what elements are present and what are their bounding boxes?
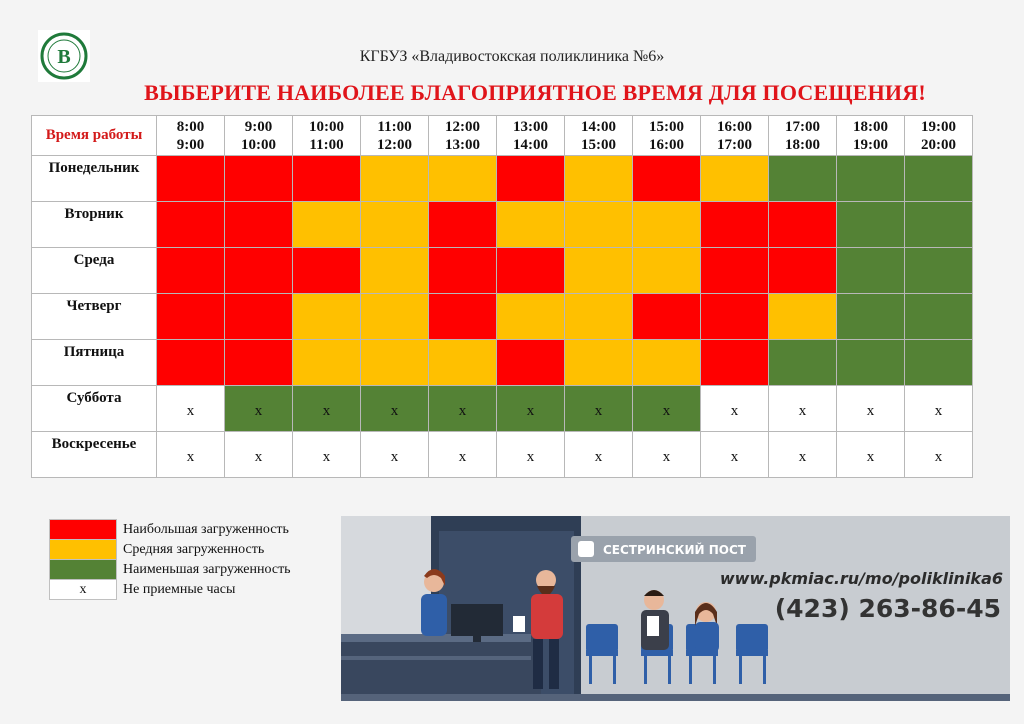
schedule-row — [32, 294, 973, 340]
load-cell-medium — [293, 340, 361, 386]
load-cell-closed: x — [565, 432, 633, 478]
load-cell-medium — [565, 248, 633, 294]
load-cell-high — [293, 248, 361, 294]
work-hours-label: Время работы — [32, 116, 157, 156]
load-cell-high — [769, 248, 837, 294]
slot-end: 11:00 — [309, 136, 344, 153]
schedule-row — [32, 202, 973, 248]
load-cell-high — [429, 294, 497, 340]
legend-item — [50, 540, 292, 560]
slot-end: 13:00 — [445, 136, 480, 153]
load-cell-closed: x — [701, 386, 769, 432]
load-cell-closed: x — [769, 386, 837, 432]
load-cell-low: x — [293, 386, 361, 432]
load-cell-medium — [293, 202, 361, 248]
legend-item — [50, 580, 292, 600]
schedule-body — [32, 156, 973, 478]
schedule-row — [32, 432, 973, 478]
load-cell-high — [497, 248, 565, 294]
load-cell-high — [633, 156, 701, 202]
load-cell-closed: x — [905, 432, 973, 478]
time-slot-header — [293, 116, 361, 156]
load-cell-closed: x — [361, 432, 429, 478]
load-cell-low: x — [225, 386, 293, 432]
load-cell-low — [837, 202, 905, 248]
slot-start: 8:00 — [176, 118, 205, 135]
load-cell-medium — [701, 156, 769, 202]
slot-end: 10:00 — [241, 136, 276, 153]
load-cell-high — [225, 202, 293, 248]
day-label: Воскресенье — [32, 432, 157, 478]
day-label: Понедельник — [32, 156, 157, 202]
banner-phone: (423) 263-86-45 — [774, 594, 1001, 623]
load-cell-medium — [497, 202, 565, 248]
schedule-table — [31, 115, 973, 478]
load-cell-medium — [293, 294, 361, 340]
slot-start: 14:00 — [581, 118, 616, 135]
load-cell-low — [905, 340, 973, 386]
load-cell-high — [497, 156, 565, 202]
load-cell-closed: x — [157, 386, 225, 432]
load-cell-low — [837, 156, 905, 202]
load-cell-closed: x — [157, 432, 225, 478]
time-slot-header — [905, 116, 973, 156]
load-cell-high — [701, 248, 769, 294]
load-cell-low — [905, 294, 973, 340]
load-cell-medium — [429, 340, 497, 386]
load-cell-low — [769, 156, 837, 202]
load-cell-low: x — [361, 386, 429, 432]
slot-start: 9:00 — [244, 118, 273, 135]
day-label: Вторник — [32, 202, 157, 248]
load-cell-high — [225, 156, 293, 202]
legend-label: Наименьшая загруженность — [123, 561, 291, 577]
day-label: Четверг — [32, 294, 157, 340]
load-cell-medium — [769, 294, 837, 340]
load-cell-low: x — [565, 386, 633, 432]
schedule-row — [32, 156, 973, 202]
time-slot-header — [633, 116, 701, 156]
schedule-row — [32, 340, 973, 386]
banner-url: www.pkmiac.ru/mo/poliklinika6 — [719, 569, 1003, 588]
load-cell-medium — [361, 202, 429, 248]
load-cell-medium — [361, 248, 429, 294]
banner-illustration — [341, 516, 1010, 701]
load-cell-high — [293, 156, 361, 202]
load-cell-medium — [565, 202, 633, 248]
load-cell-closed: x — [769, 432, 837, 478]
load-cell-medium — [633, 202, 701, 248]
load-cell-high — [225, 248, 293, 294]
slot-end: 9:00 — [176, 136, 205, 153]
load-cell-low — [905, 156, 973, 202]
time-slot-header — [429, 116, 497, 156]
load-cell-high — [701, 340, 769, 386]
slot-start: 10:00 — [309, 118, 344, 135]
load-cell-closed: x — [429, 432, 497, 478]
slot-start: 19:00 — [921, 118, 956, 135]
load-cell-closed: x — [837, 386, 905, 432]
load-cell-closed: x — [701, 432, 769, 478]
nurse-post-sign: СЕСТРИНСКИЙ ПОСТ — [603, 543, 746, 557]
legend — [49, 519, 292, 600]
load-cell-medium — [429, 156, 497, 202]
time-slot-header — [565, 116, 633, 156]
logo-letter: В — [57, 46, 71, 68]
load-cell-high — [157, 294, 225, 340]
load-cell-low: x — [633, 386, 701, 432]
slot-end: 14:00 — [513, 136, 548, 153]
organization-name: КГБУЗ «Владивостокская поликлиника №6» — [359, 48, 665, 65]
slot-start: 17:00 — [785, 118, 820, 135]
load-cell-low: x — [497, 386, 565, 432]
day-label: Пятница — [32, 340, 157, 386]
load-cell-high — [225, 340, 293, 386]
legend-swatch — [50, 520, 117, 540]
load-cell-low: x — [429, 386, 497, 432]
load-cell-high — [157, 202, 225, 248]
load-cell-medium — [361, 294, 429, 340]
load-cell-medium — [565, 294, 633, 340]
slot-end: 18:00 — [785, 136, 820, 153]
load-cell-high — [497, 340, 565, 386]
load-cell-closed: x — [837, 432, 905, 478]
time-slot-header — [497, 116, 565, 156]
schedule-row — [32, 248, 973, 294]
load-cell-medium — [565, 156, 633, 202]
legend-item — [50, 560, 292, 580]
time-slot-header — [837, 116, 905, 156]
load-cell-high — [157, 248, 225, 294]
slot-start: 11:00 — [377, 118, 412, 135]
load-cell-high — [701, 202, 769, 248]
load-cell-medium — [497, 294, 565, 340]
slot-end: 12:00 — [377, 136, 412, 153]
load-cell-closed: x — [633, 432, 701, 478]
load-cell-medium — [361, 340, 429, 386]
time-slot-header — [701, 116, 769, 156]
legend-swatch — [50, 560, 117, 580]
load-cell-medium — [633, 340, 701, 386]
slot-start: 16:00 — [717, 118, 752, 135]
slot-start: 13:00 — [513, 118, 548, 135]
slot-end: 20:00 — [921, 136, 956, 153]
load-cell-medium — [633, 248, 701, 294]
schedule-row — [32, 386, 973, 432]
slot-end: 16:00 — [649, 136, 684, 153]
load-cell-high — [225, 294, 293, 340]
slot-end: 17:00 — [717, 136, 752, 153]
load-cell-low — [837, 294, 905, 340]
time-slot-header — [769, 116, 837, 156]
load-cell-closed: x — [225, 432, 293, 478]
slot-end: 19:00 — [853, 136, 888, 153]
load-cell-low — [837, 340, 905, 386]
load-cell-high — [429, 248, 497, 294]
load-cell-closed: x — [905, 386, 973, 432]
legend-swatch: x — [50, 580, 117, 600]
load-cell-closed: x — [497, 432, 565, 478]
load-cell-medium — [565, 340, 633, 386]
load-cell-high — [157, 340, 225, 386]
load-cell-high — [429, 202, 497, 248]
load-cell-low — [837, 248, 905, 294]
day-label: Суббота — [32, 386, 157, 432]
time-slot-header — [157, 116, 225, 156]
page-headline: ВЫБЕРИТЕ НАИБОЛЕЕ БЛАГОПРИЯТНОЕ ВРЕМЯ ДЛЯ ПОСЕЩЕНИЯ! — [144, 80, 926, 105]
legend-swatch — [50, 540, 117, 560]
slot-end: 15:00 — [581, 136, 616, 153]
load-cell-low — [769, 340, 837, 386]
slot-start: 18:00 — [853, 118, 888, 135]
load-cell-high — [633, 294, 701, 340]
load-cell-high — [769, 202, 837, 248]
load-cell-medium — [361, 156, 429, 202]
slot-start: 15:00 — [649, 118, 684, 135]
legend-label: Наибольшая загруженность — [123, 521, 289, 537]
legend-label: Не приемные часы — [123, 581, 236, 597]
legend-label: Средняя загруженность — [123, 541, 265, 557]
load-cell-high — [701, 294, 769, 340]
schedule-header-row — [32, 116, 973, 156]
load-cell-closed: x — [293, 432, 361, 478]
day-label: Среда — [32, 248, 157, 294]
load-cell-low — [905, 248, 973, 294]
load-cell-low — [905, 202, 973, 248]
slot-start: 12:00 — [445, 118, 480, 135]
time-slot-header — [225, 116, 293, 156]
legend-item — [50, 520, 292, 540]
load-cell-high — [157, 156, 225, 202]
time-slot-header — [361, 116, 429, 156]
